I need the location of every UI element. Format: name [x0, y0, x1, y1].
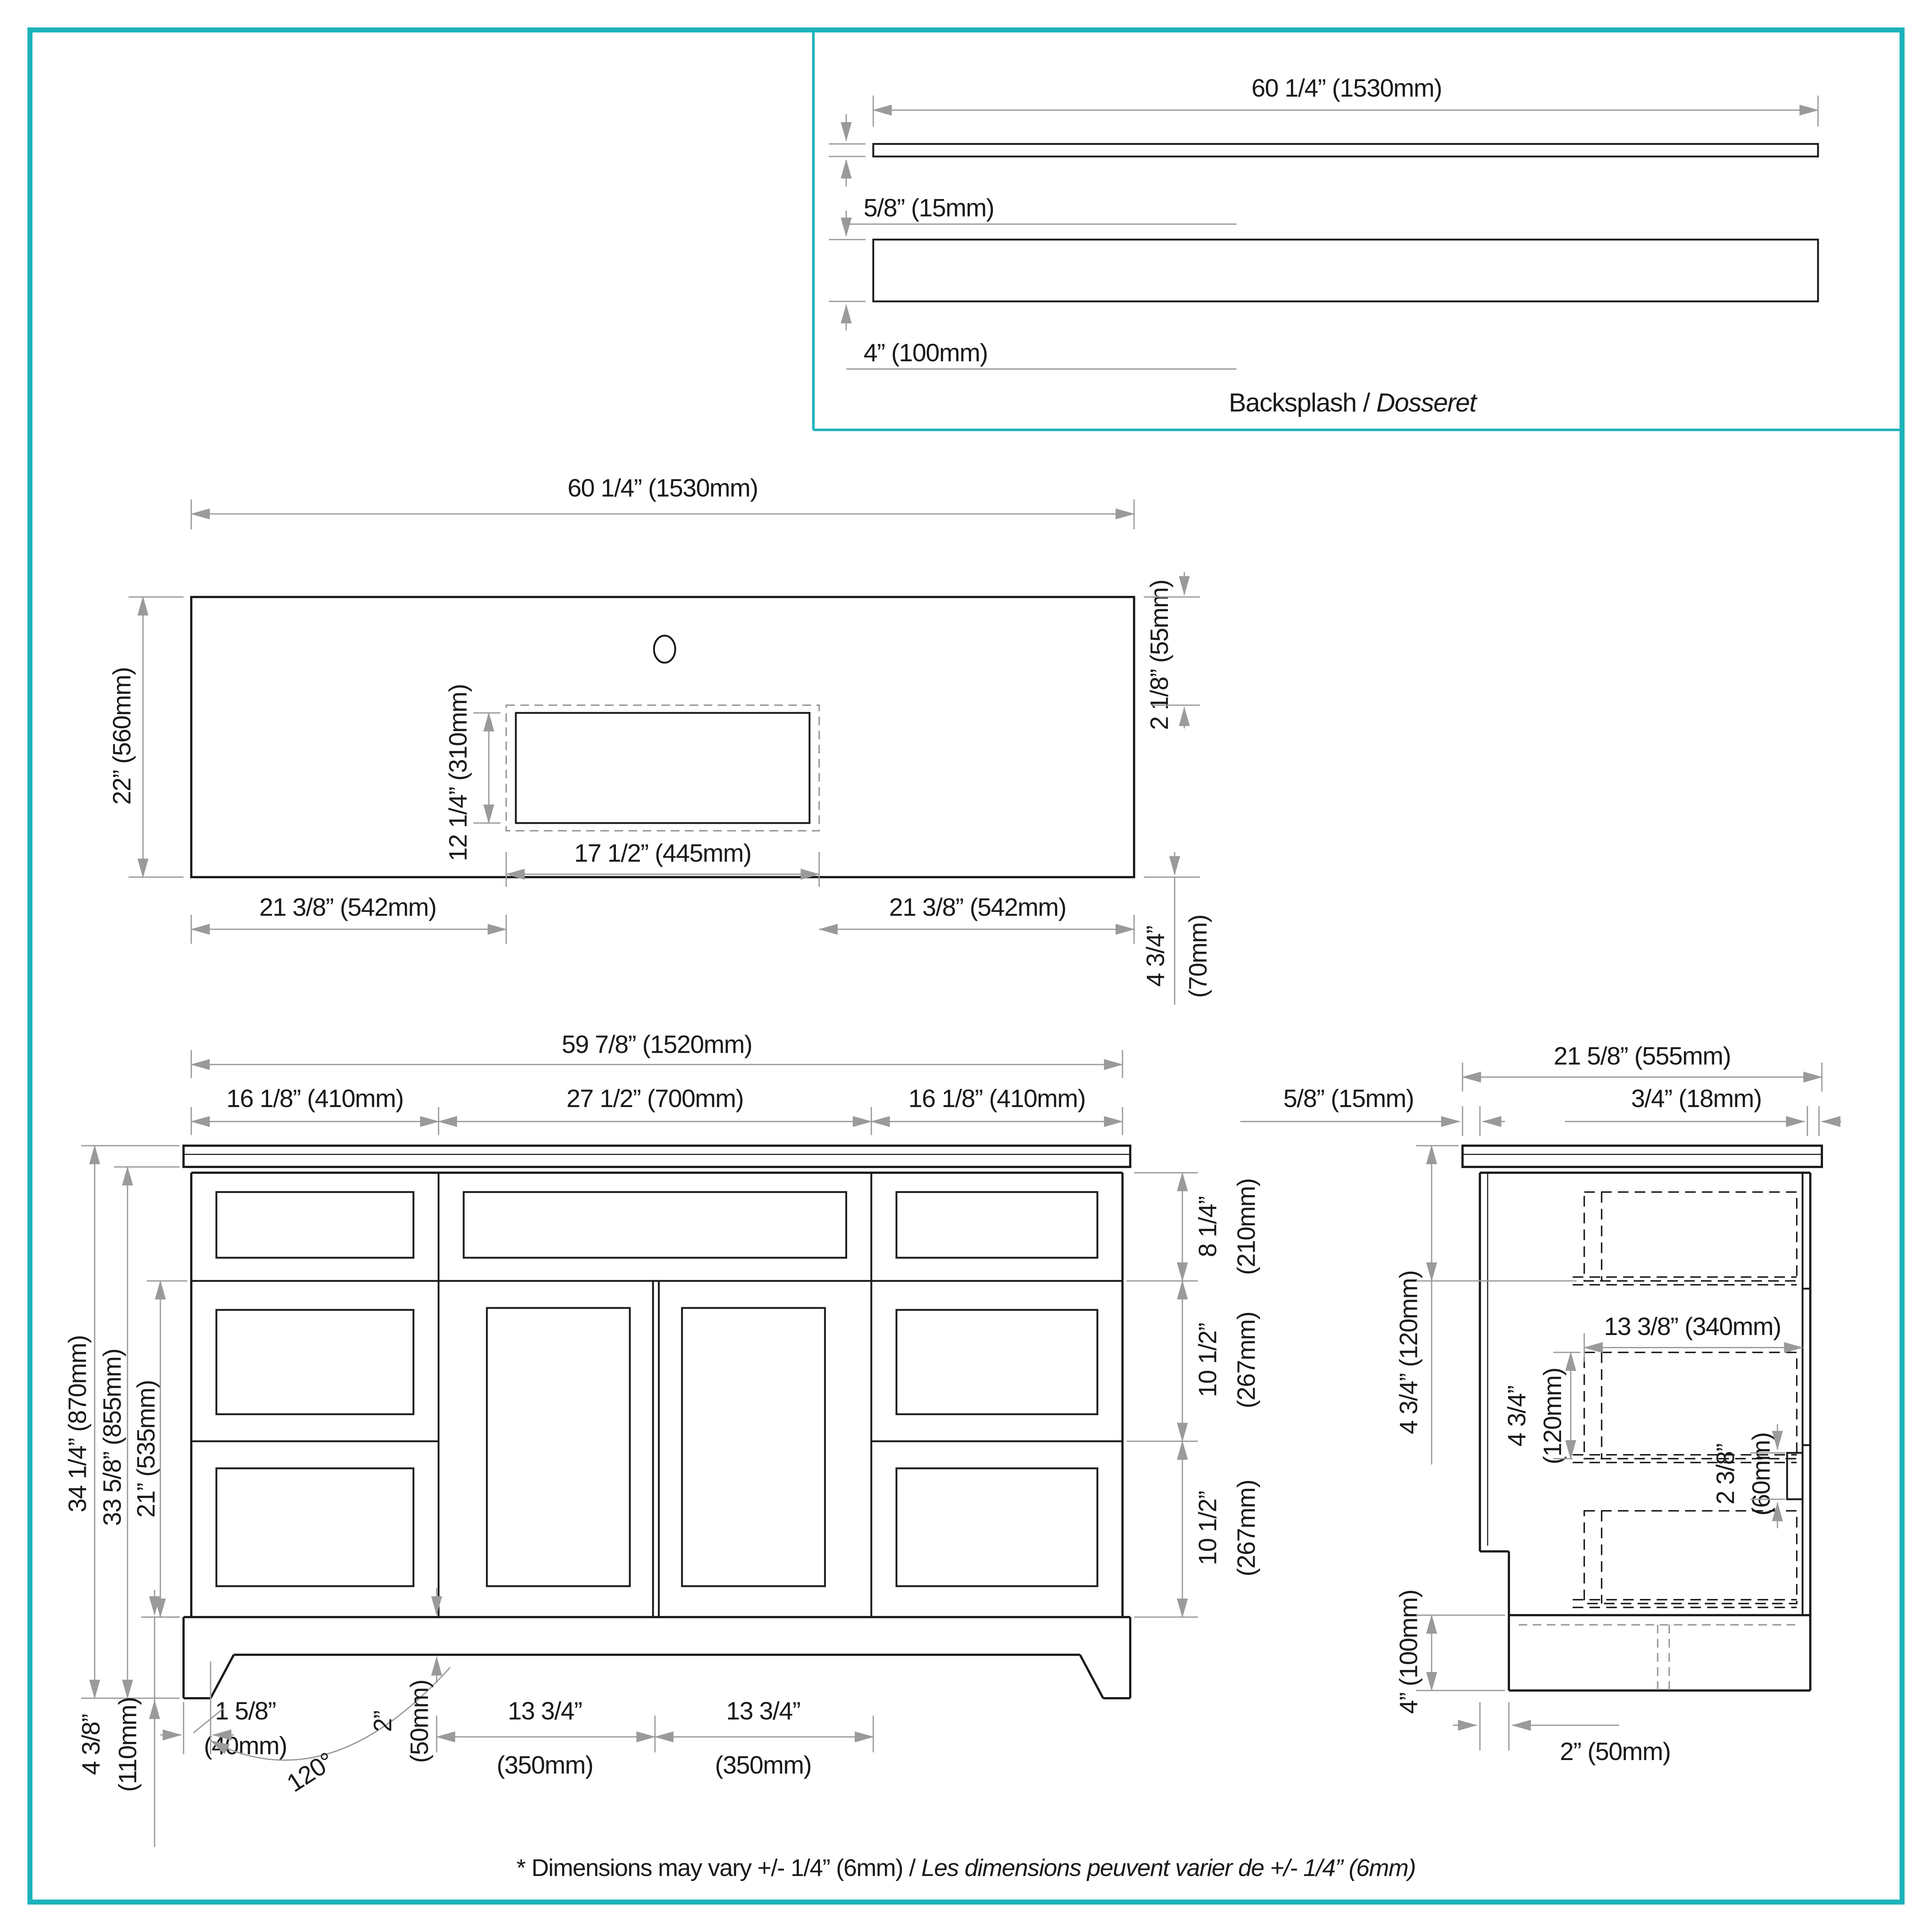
countertop-right-offset-label: 21 3/8” (542mm) — [889, 893, 1066, 921]
front-top-row-in: 8 1/4” — [1193, 1196, 1222, 1257]
cabinet-face — [191, 1173, 1122, 1617]
side-front-panel-label: 3/4” (18mm) — [1631, 1084, 1762, 1112]
page-border — [30, 30, 1902, 1902]
countertop-back-offset-label: 2 1/8” (55mm) — [1145, 580, 1173, 730]
countertop-outline — [191, 597, 1134, 877]
drawer-boxes-dashed — [1573, 1192, 1797, 1607]
door-panel — [682, 1308, 825, 1586]
faucet-hole — [654, 636, 675, 663]
side-top-drawer-label: 4 3/4” (120mm) — [1394, 1270, 1423, 1434]
backsplash-section — [829, 74, 1818, 417]
drawer-panel — [464, 1192, 846, 1258]
backsplash-front-view — [873, 240, 1818, 301]
front-kick-height-mm: (50mm) — [405, 1680, 434, 1763]
side-depth-label: 21 5/8” (555mm) — [1554, 1042, 1731, 1070]
backsplash-top-view — [873, 144, 1818, 157]
drawer-panel — [216, 1310, 413, 1414]
front-base-height-in: 4 3/8” — [77, 1714, 105, 1775]
front-kick-height-in: 2” — [368, 1711, 397, 1732]
front-door-width-2-mm: (350mm) — [715, 1751, 811, 1779]
front-countertop-strip — [184, 1146, 1130, 1167]
backsplash-thickness-label: 5/8” (15mm) — [864, 194, 994, 222]
side-bracket-mm: (60mm) — [1747, 1432, 1775, 1516]
mounting-bracket — [1787, 1453, 1803, 1499]
front-view-section — [63, 1030, 1260, 1847]
front-drawer-bank-label: 21” (535mm) — [132, 1380, 160, 1518]
side-kick-height-label: 4” (100mm) — [1394, 1590, 1423, 1714]
front-overall-width-label: 59 7/8” (1520mm) — [561, 1030, 752, 1058]
countertop-width-label: 60 1/4” (1530mm) — [567, 474, 758, 502]
countertop-section — [108, 474, 1212, 1005]
drawer-panel — [896, 1310, 1097, 1414]
front-leg-width-mm: (40mm) — [204, 1731, 287, 1760]
side-notch-label: 2” (50mm) — [1560, 1737, 1671, 1765]
front-door-width-1-in: 13 3/4” — [508, 1697, 582, 1725]
drawer-panel — [216, 1192, 413, 1258]
side-view-section — [1240, 1042, 1841, 1765]
sink-cutout — [516, 713, 810, 823]
front-total-height-label: 34 1/4” (870mm) — [63, 1335, 92, 1512]
drawer-panel — [896, 1192, 1097, 1258]
front-left-section-label: 16 1/8” (410mm) — [226, 1084, 403, 1112]
backsplash-width-label: 60 1/4” (1530mm) — [1251, 74, 1442, 102]
backsplash-height-label: 4” (100mm) — [864, 338, 988, 367]
front-mid-row-mm: (267mm) — [1232, 1312, 1260, 1408]
countertop-depth-label: 22” (560mm) — [107, 667, 136, 805]
drawer-panel — [896, 1468, 1097, 1586]
countertop-left-offset-label: 21 3/8” (542mm) — [259, 893, 436, 921]
front-door-width-1-mm: (350mm) — [497, 1751, 593, 1779]
side-countertop-strip — [1463, 1146, 1822, 1167]
front-mid-row-in: 10 1/2” — [1193, 1323, 1222, 1397]
countertop-front-offset-in: 4 3/4” — [1141, 926, 1170, 987]
sink-depth-label: 12 1/4” (310mm) — [444, 684, 472, 861]
front-leg-width-in: 1 5/8” — [215, 1697, 276, 1725]
front-bottom-row-mm: (267mm) — [1232, 1480, 1260, 1577]
tolerance-note: * Dimensions may vary +/- 1/4” (6mm) / Les dimensions peuvent varier de +/- 1/4” (6mm) — [516, 1854, 1416, 1881]
front-center-section-label: 27 1/2” (700mm) — [566, 1084, 743, 1112]
drawer-panel — [216, 1468, 413, 1586]
side-bracket-in: 2 3/8” — [1711, 1444, 1740, 1505]
sink-width-label: 17 1/2” (445mm) — [574, 839, 751, 867]
side-back-gap-label: 5/8” (15mm) — [1283, 1084, 1414, 1112]
door-panel — [487, 1308, 630, 1586]
backsplash-caption: Backsplash / Dosseret — [1228, 388, 1476, 417]
front-leg-angle-label: 120° — [282, 1747, 339, 1798]
side-mid-drawer-in: 4 3/4” — [1502, 1386, 1531, 1447]
front-right-section-label: 16 1/8” (410mm) — [908, 1084, 1085, 1112]
countertop-front-offset-mm: (70mm) — [1184, 915, 1212, 998]
cabinet-base — [184, 1617, 1130, 1698]
side-runner-label: 13 3/8” (340mm) — [1604, 1312, 1781, 1340]
front-cabinet-height-label: 33 5/8” (855mm) — [98, 1349, 126, 1526]
front-top-row-mm: (210mm) — [1232, 1179, 1260, 1275]
front-door-width-2-in: 13 3/4” — [726, 1697, 800, 1725]
sink-cutout-dashed — [506, 705, 819, 831]
front-base-height-mm: (110mm) — [113, 1697, 142, 1792]
front-bottom-row-in: 10 1/2” — [1193, 1491, 1222, 1565]
side-mid-drawer-mm: (120mm) — [1538, 1368, 1566, 1464]
